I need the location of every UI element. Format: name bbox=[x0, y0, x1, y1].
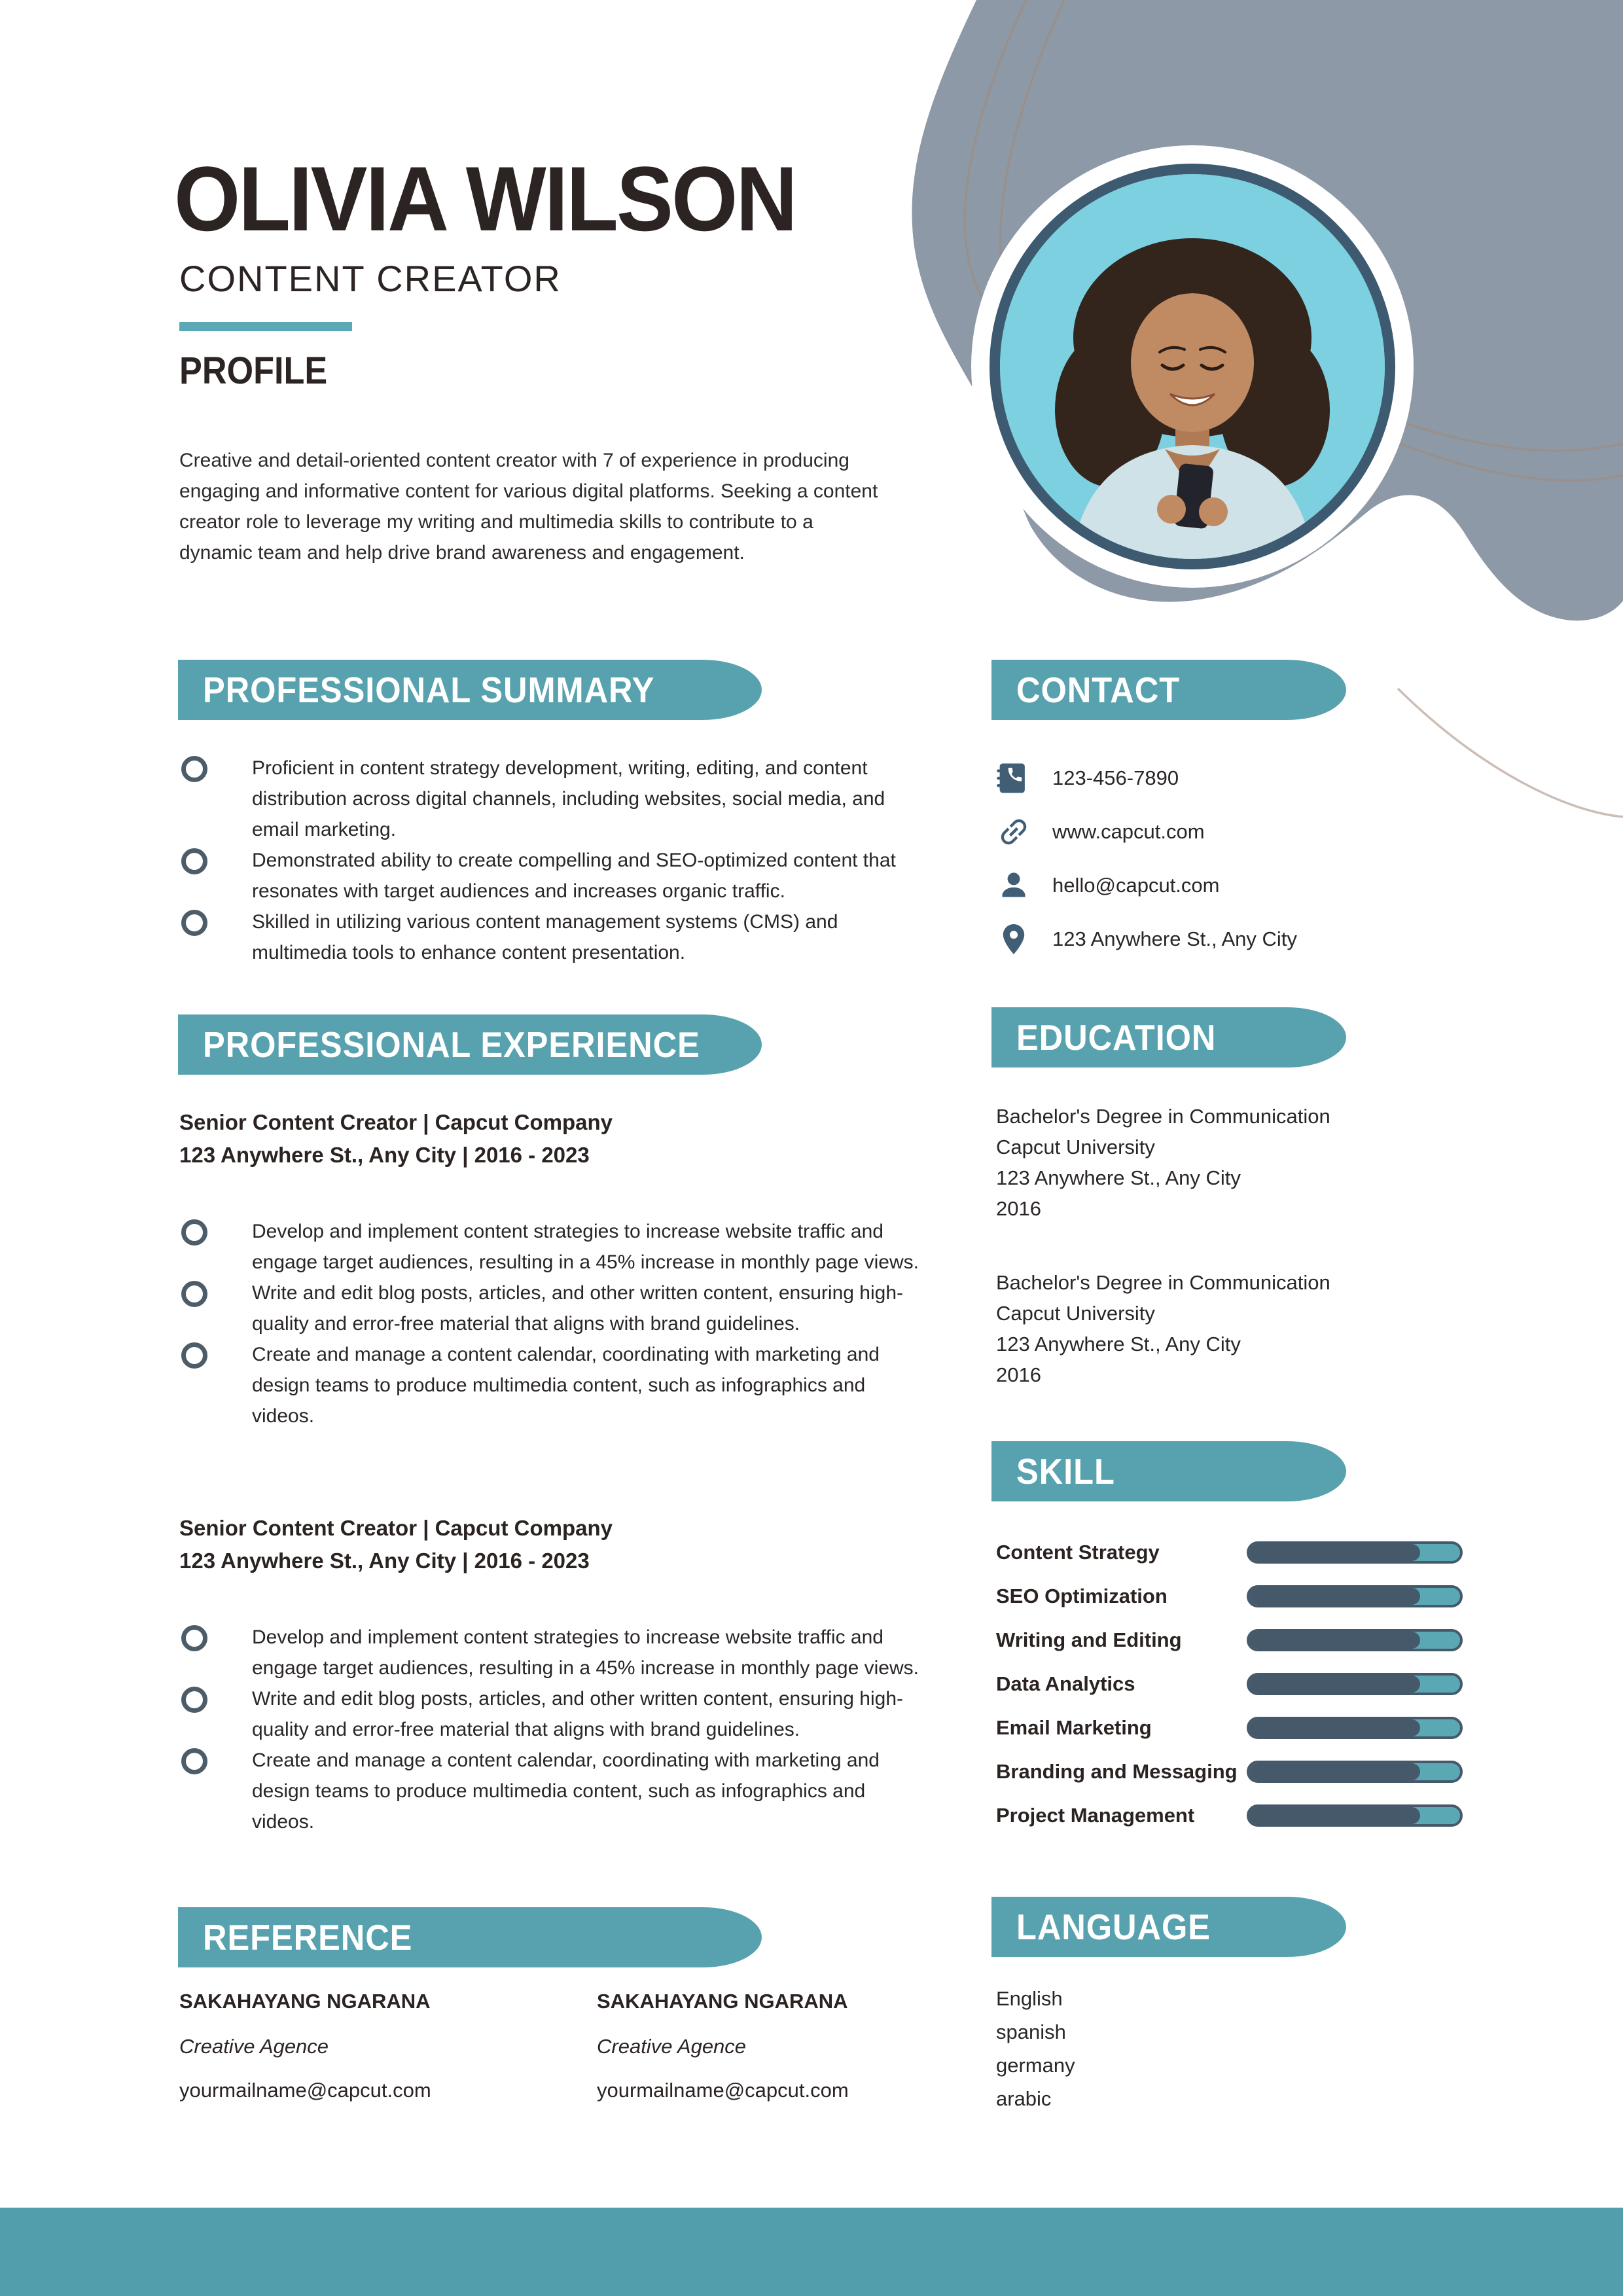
section-banner-language bbox=[991, 1897, 1346, 1957]
skill-bar-fill bbox=[1249, 1544, 1420, 1561]
profile-heading: PROFILE bbox=[179, 350, 328, 392]
contact-website: www.capcut.com bbox=[1052, 820, 1205, 843]
section-heading: PROFESSIONAL SUMMARY bbox=[203, 670, 655, 710]
contact-list bbox=[996, 751, 1297, 966]
bullet-text: Create and manage a content calendar, coordinating with marketing and design teams to produce multimedia content, such as infographics and videos. bbox=[252, 1344, 880, 1427]
skill-row bbox=[996, 1706, 1463, 1749]
section-heading: LANGUAGE bbox=[1016, 1907, 1211, 1947]
accent-rule bbox=[179, 322, 352, 331]
education-school: Capcut University bbox=[996, 1136, 1155, 1158]
skill-bar-fill bbox=[1249, 1807, 1420, 1824]
section-heading: REFERENCE bbox=[203, 1917, 413, 1958]
contact-item-email bbox=[996, 859, 1297, 912]
section-banner-skill bbox=[991, 1441, 1346, 1501]
skill-bar bbox=[1247, 1541, 1463, 1564]
education-degree: Bachelor's Degree in Communication bbox=[996, 1105, 1330, 1128]
reference-entry bbox=[597, 1990, 1014, 2102]
skill-row bbox=[996, 1530, 1463, 1574]
skill-bar-fill bbox=[1249, 1763, 1420, 1780]
skill-bar-fill bbox=[1249, 1588, 1420, 1605]
skill-bar-fill bbox=[1249, 1676, 1420, 1693]
job-bullet-list bbox=[181, 1216, 921, 1431]
person-name: OLIVIA WILSON bbox=[174, 147, 796, 250]
link-icon bbox=[996, 814, 1031, 850]
person-title: CONTENT CREATOR bbox=[179, 258, 562, 299]
skill-bar bbox=[1247, 1761, 1463, 1783]
profile-photo bbox=[990, 164, 1395, 569]
bullet-text: Skilled in utilizing various content management systems (CMS) and multimedia tools to enhance content presentation. bbox=[252, 911, 838, 963]
contact-item-website bbox=[996, 805, 1297, 859]
contact-phone: 123-456-7890 bbox=[1052, 766, 1179, 789]
skill-label: Writing and Editing bbox=[996, 1628, 1182, 1651]
language-list bbox=[996, 1982, 1075, 2115]
bullet-ring-icon bbox=[181, 910, 207, 936]
skill-row bbox=[996, 1662, 1463, 1706]
skill-list bbox=[996, 1530, 1463, 1837]
language-item: arabic bbox=[996, 2087, 1052, 2110]
contact-email: hello@capcut.com bbox=[1052, 874, 1220, 897]
skill-row bbox=[996, 1618, 1463, 1662]
skill-bar-fill bbox=[1249, 1632, 1420, 1649]
section-heading: SKILL bbox=[1016, 1451, 1115, 1492]
language-item: germany bbox=[996, 2054, 1075, 2077]
phone-icon bbox=[996, 761, 1031, 796]
woman-illustration bbox=[1055, 238, 1330, 559]
skill-bar bbox=[1247, 1629, 1463, 1651]
education-school: Capcut University bbox=[996, 1302, 1155, 1325]
skill-row bbox=[996, 1749, 1463, 1793]
reference-email: yourmailname@capcut.com bbox=[597, 2079, 849, 2102]
bullet-text: Create and manage a content calendar, coordinating with marketing and design teams to produce multimedia content, such as infographics and videos. bbox=[252, 1749, 880, 1833]
bullet-text: Proficient in content strategy development, writing, editing, and content distribution across digital channels, including websites, social media, and email marketing. bbox=[252, 757, 885, 840]
reference-email: yourmailname@capcut.com bbox=[179, 2079, 431, 2102]
section-banner-reference bbox=[178, 1907, 762, 1967]
skill-label: Email Marketing bbox=[996, 1715, 1152, 1739]
job-heading bbox=[179, 1106, 613, 1172]
job-title: Senior Content Creator | Capcut Company bbox=[179, 1516, 613, 1540]
section-heading: EDUCATION bbox=[1016, 1017, 1217, 1058]
section-banner-professional-experience bbox=[178, 1014, 762, 1075]
footer-bar bbox=[0, 2208, 1623, 2296]
reference-name: SAKAHAYANG NGARANA bbox=[597, 1990, 848, 2013]
reference-company: Creative Agence bbox=[597, 2035, 747, 2058]
bullet-item bbox=[181, 753, 921, 845]
profile-text: Creative and detail-oriented content creator with 7 of experience in producing engaging and informative content for various digital platforms. Seeking a content creator role to leverage my writing and multimedia skills to contribute to a dynamic team and help drive brand awareness and engagement. bbox=[179, 450, 878, 564]
bullet-text: Develop and implement content strategies to increase website traffic and engage target audiences, resulting in a 45% increase in monthly page views. bbox=[252, 1221, 919, 1273]
bullet-item bbox=[181, 1683, 921, 1745]
bullet-ring-icon bbox=[181, 1625, 207, 1651]
section-banner-education bbox=[991, 1007, 1346, 1067]
language-item: English bbox=[996, 1987, 1063, 2010]
bullet-ring-icon bbox=[181, 1687, 207, 1713]
skill-bar bbox=[1247, 1717, 1463, 1739]
bullet-ring-icon bbox=[181, 1281, 207, 1307]
bullet-ring-icon bbox=[181, 1342, 207, 1369]
education-address: 123 Anywhere St., Any City bbox=[996, 1166, 1241, 1189]
job-meta: 123 Anywhere St., Any City | 2016 - 2023 bbox=[179, 1143, 590, 1167]
reference-entry bbox=[179, 1990, 597, 2102]
skill-bar bbox=[1247, 1673, 1463, 1695]
section-heading: CONTACT bbox=[1016, 670, 1181, 710]
contact-item-address bbox=[996, 912, 1297, 966]
bullet-text: Write and edit blog posts, articles, and other written content, ensuring high-quality and error-free material that aligns with brand guidelines. bbox=[252, 1688, 903, 1740]
bullet-ring-icon bbox=[181, 1219, 207, 1246]
reference-list bbox=[179, 1990, 1014, 2102]
bullet-item bbox=[181, 1339, 921, 1431]
decor-line bbox=[1398, 689, 1623, 817]
education-year: 2016 bbox=[996, 1363, 1041, 1386]
reference-name: SAKAHAYANG NGARANA bbox=[179, 1990, 431, 2013]
skill-label: SEO Optimization bbox=[996, 1584, 1168, 1607]
education-entry bbox=[996, 1101, 1330, 1224]
job-meta: 123 Anywhere St., Any City | 2016 - 2023 bbox=[179, 1549, 590, 1573]
bullet-text: Write and edit blog posts, articles, and other written content, ensuring high-quality and error-free material that aligns with brand guidelines. bbox=[252, 1282, 903, 1335]
bullet-ring-icon bbox=[181, 848, 207, 874]
education-list bbox=[996, 1101, 1330, 1433]
section-banner-contact bbox=[991, 660, 1346, 720]
skill-bar-fill bbox=[1249, 1719, 1420, 1736]
skill-label: Branding and Messaging bbox=[996, 1759, 1238, 1783]
bullet-text: Demonstrated ability to create compelling and SEO-optimized content that resonates with target audiences and increases organic traffic. bbox=[252, 850, 896, 902]
skill-label: Project Management bbox=[996, 1803, 1195, 1827]
person-icon bbox=[996, 868, 1031, 903]
bullet-item bbox=[181, 1622, 921, 1683]
skill-bar bbox=[1247, 1585, 1463, 1607]
section-banner-professional-summary bbox=[178, 660, 762, 720]
profile-photo-illustration bbox=[1000, 174, 1385, 559]
bullet-item bbox=[181, 1745, 921, 1837]
bullet-item bbox=[181, 1278, 921, 1339]
job-heading bbox=[179, 1512, 613, 1577]
reference-company: Creative Agence bbox=[179, 2035, 329, 2058]
education-year: 2016 bbox=[996, 1197, 1041, 1220]
bullet-ring-icon bbox=[181, 1748, 207, 1774]
section-heading: PROFESSIONAL EXPERIENCE bbox=[203, 1024, 700, 1065]
skill-bar bbox=[1247, 1804, 1463, 1827]
bullet-item bbox=[181, 1216, 921, 1278]
summary-bullet-list bbox=[181, 753, 921, 968]
education-entry bbox=[996, 1267, 1330, 1390]
education-degree: Bachelor's Degree in Communication bbox=[996, 1271, 1330, 1294]
skill-row bbox=[996, 1574, 1463, 1618]
language-item: spanish bbox=[996, 2020, 1066, 2043]
education-address: 123 Anywhere St., Any City bbox=[996, 1333, 1241, 1355]
skill-label: Data Analytics bbox=[996, 1672, 1135, 1695]
bullet-item bbox=[181, 906, 921, 968]
job-title: Senior Content Creator | Capcut Company bbox=[179, 1110, 613, 1134]
contact-item-phone bbox=[996, 751, 1297, 805]
job-bullet-list bbox=[181, 1622, 921, 1837]
bullet-ring-icon bbox=[181, 756, 207, 782]
location-icon bbox=[996, 922, 1031, 957]
contact-address: 123 Anywhere St., Any City bbox=[1052, 927, 1297, 950]
bullet-text: Develop and implement content strategies to increase website traffic and engage target audiences, resulting in a 45% increase in monthly page views. bbox=[252, 1626, 919, 1679]
bullet-item bbox=[181, 845, 921, 906]
skill-row bbox=[996, 1793, 1463, 1837]
skill-label: Content Strategy bbox=[996, 1540, 1160, 1564]
